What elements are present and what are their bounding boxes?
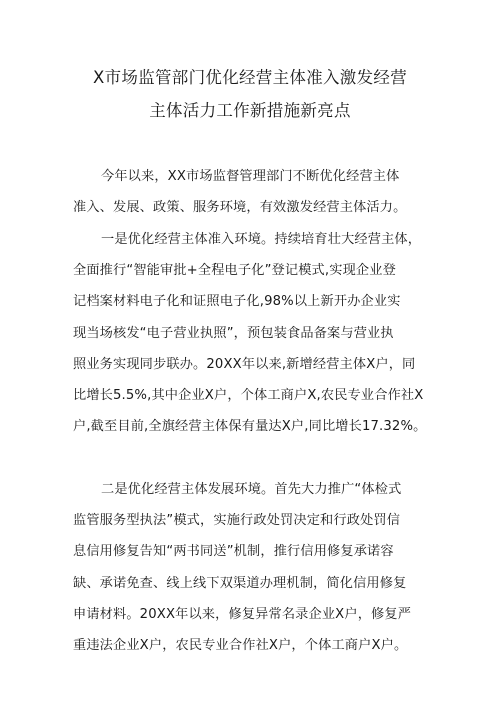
paragraph-development-environment — [73, 474, 433, 661]
paragraph-line: 今年以来，XX市场监督管理部门不断优化经营主体 — [101, 169, 400, 184]
paragraph-line: 记档案材料电子化和证照电子化,98%以上新开办企业实 — [73, 294, 401, 310]
paragraph-access-environment — [73, 224, 433, 442]
paragraph-line: 缺、承诺免查、线上线下双渠道办理机制，简化信用修复 — [73, 575, 407, 591]
paragraph-line: 现当场核发“电子营业执照”，预包装食品备案与营业执 — [73, 325, 394, 341]
paragraph-line: 监管服务型执法”模式，实施行政处罚决定和行政处罚信 — [73, 513, 401, 529]
paragraph-line: 户,截至目前,全旗经营主体保有量达X户,同比增长17.32%。 — [73, 419, 427, 435]
paragraph-line: 申请材料。20XX年以来，修复异常名录企业X户，修复严 — [73, 606, 412, 622]
paragraph-intro — [73, 161, 433, 223]
paragraph-line: 重违法企业X户，农民专业合作社X户，个体工商户X户。 — [73, 637, 408, 653]
document-title-line-1: X市场监管部门优化经营主体准入激发经营 — [92, 68, 407, 87]
document-title-line-2: 主体活力工作新措施新亮点 — [149, 101, 351, 120]
paragraph-line: 息信用修复告知“两书同送”机制，推行信用修复承诺容 — [73, 544, 394, 560]
paragraph-line: 二是优化经营主体发展环境。首先大力推广“体检式 — [101, 482, 402, 497]
paragraph-line: 一是优化经营主体准入环境。持续培育壮大经营主体， — [101, 232, 422, 247]
paragraph-line: 准入、发展、政策、服务环境，有效激发经营主体活力。 — [73, 200, 407, 216]
paragraph-line: 照业务实现同步联办。20XX年以来,新增经营主体X户，同 — [73, 356, 416, 372]
paragraph-line: 比增长5.5%,其中企业X户，个体工商户X,农民专业合作社X — [73, 387, 424, 403]
paragraph-line: 全面推行“智能审批+全程电子化”登记模式,实现企业登 — [73, 263, 396, 279]
